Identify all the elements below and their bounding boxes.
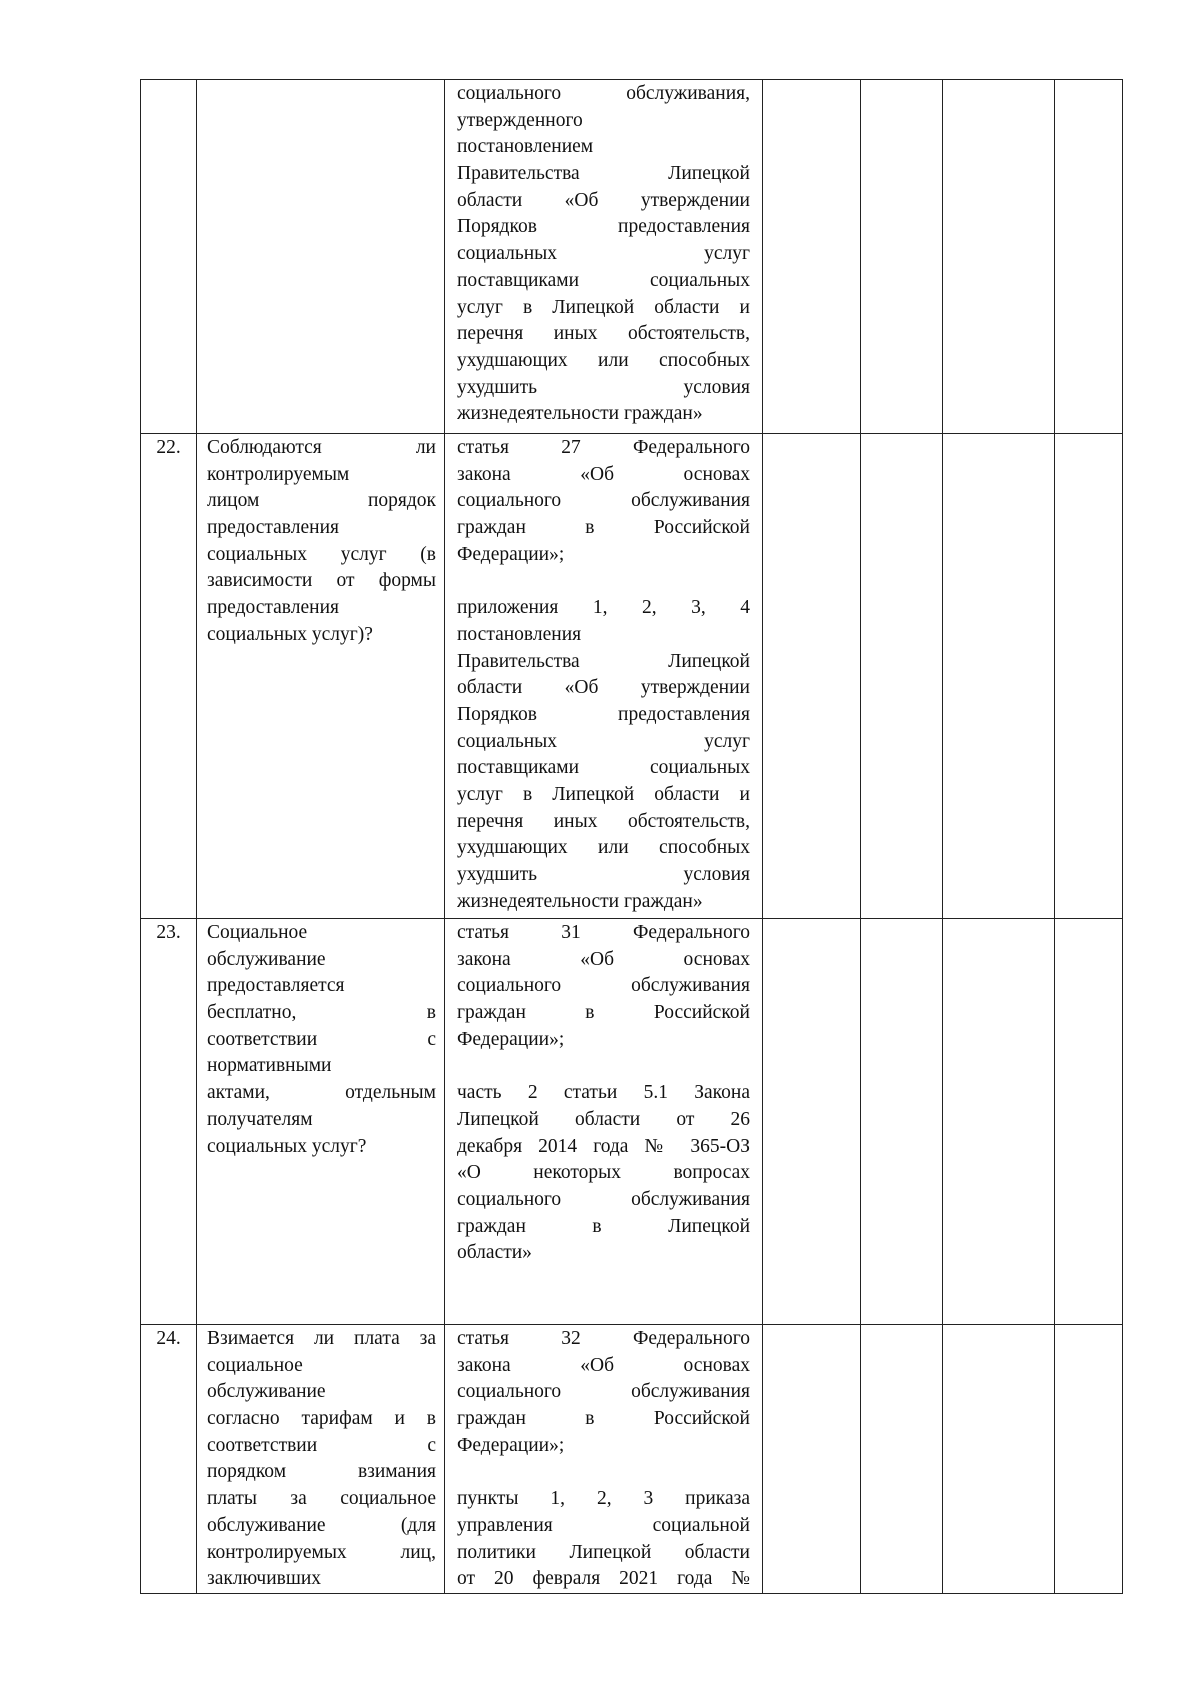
text-line: платы за социальное <box>207 1488 436 1510</box>
text-line: согласно тарифам и в <box>207 1408 436 1430</box>
text-line: Правительства Липецкой <box>457 163 750 185</box>
text-line: предоставления <box>207 517 339 539</box>
text-line: социального обслуживания <box>457 1381 750 1403</box>
text-line: Липецкой области от 26 <box>457 1108 750 1130</box>
text-line: Правительства Липецкой <box>457 650 750 672</box>
row-number-cell: 24. <box>141 1325 197 1594</box>
text-line: области «Об утверждении <box>457 677 750 699</box>
text-line: социальных услуг (в <box>207 543 436 565</box>
legal-basis-cell <box>445 1325 763 1594</box>
text-line: закона «Об основах <box>457 948 750 970</box>
text-line: контролируемым <box>207 463 350 485</box>
answer-yes-cell <box>763 919 861 1325</box>
text-line: граждан в Российской <box>457 517 750 539</box>
not-applicable-cell <box>943 434 1055 919</box>
text-line: управления социальной <box>457 1514 750 1536</box>
text-line: услуг в Липецкой области и <box>457 783 750 805</box>
text-line: предоставления <box>207 597 339 619</box>
text-line: области» <box>457 1242 532 1264</box>
text-line: ухудшающих или способных <box>457 349 750 371</box>
table-row <box>141 919 1123 1325</box>
note-cell <box>1055 919 1123 1325</box>
answer-no-cell <box>861 434 943 919</box>
question-cell <box>197 919 445 1325</box>
answer-no-cell <box>861 919 943 1325</box>
text-line: жизнедеятельности граждан» <box>457 403 703 425</box>
text-line: постановлением <box>457 136 594 158</box>
text-line: часть 2 статьи 5.1 Закона <box>457 1082 750 1104</box>
text-line: нормативными <box>207 1055 332 1077</box>
text-line: поставщиками социальных <box>457 757 750 779</box>
not-applicable-cell <box>943 80 1055 434</box>
text-line: актами, отдельным <box>207 1082 436 1104</box>
not-applicable-cell <box>943 919 1055 1325</box>
note-cell <box>1055 434 1123 919</box>
text-line: Федерации»; <box>457 543 565 565</box>
text-line: социального обслуживания, <box>457 83 750 104</box>
text-line: закона «Об основах <box>457 463 750 485</box>
text-line: утвержденного <box>457 109 583 131</box>
text-line: от 20 февраля 2021 года № <box>457 1568 750 1590</box>
text-line: Порядков предоставления <box>457 216 750 238</box>
answer-yes-cell <box>763 1325 861 1594</box>
text-line: граждан в Российской <box>457 1002 750 1024</box>
question-cell <box>197 1325 445 1594</box>
text-line: обслуживание <box>207 1381 326 1403</box>
text-line: приложения 1, 2, 3, 4 <box>457 597 750 619</box>
text-line: порядком взимания <box>207 1461 436 1483</box>
text-line: обслуживание (для <box>207 1514 436 1536</box>
text-line: Порядков предоставления <box>457 703 750 725</box>
text-line: социального обслуживания <box>457 1188 750 1210</box>
text-line: поставщиками социальных <box>457 269 750 291</box>
text-line: социальных услуг)? <box>207 623 373 645</box>
text-line: зависимости от формы <box>207 570 436 592</box>
text-line: перечня иных обстоятельств, <box>457 323 750 345</box>
paragraph-gap <box>457 1459 750 1486</box>
text-line: статья 31 Федерального <box>457 922 750 943</box>
text-line: ухудшить условия <box>457 376 750 398</box>
text-line: социальных услуг? <box>207 1135 367 1157</box>
text-line: социальное <box>207 1354 303 1376</box>
text-line: Федерации»; <box>457 1028 565 1050</box>
text-line: социального обслуживания <box>457 490 750 512</box>
text-line: соответствии с <box>207 1028 436 1050</box>
table-row <box>141 434 1123 919</box>
answer-yes-cell <box>763 434 861 919</box>
text-line: социального обслуживания <box>457 975 750 997</box>
text-line: граждан в Российской <box>457 1408 750 1430</box>
question-cell <box>197 434 445 919</box>
legal-basis-cell <box>445 919 763 1325</box>
text-line: ухудшить условия <box>457 864 750 885</box>
not-applicable-cell <box>943 1325 1055 1594</box>
text-line: жизнедеятельности граждан» <box>457 890 703 912</box>
text-line: ухудшающих или способных <box>457 837 750 859</box>
answer-yes-cell <box>763 80 861 434</box>
text-line: заключивших <box>207 1568 322 1590</box>
table-row <box>141 80 1123 434</box>
text-line: Соблюдаются ли <box>207 437 436 458</box>
paragraph-gap <box>457 1053 750 1080</box>
text-line: закона «Об основах <box>457 1354 750 1376</box>
answer-no-cell <box>861 80 943 434</box>
legal-basis-cell <box>445 80 763 434</box>
text-line: граждан в Липецкой <box>457 1215 750 1237</box>
legal-basis-cell <box>445 434 763 919</box>
text-line: Взимается ли плата за <box>207 1328 436 1349</box>
text-line: «О некоторых вопросах <box>457 1162 750 1184</box>
text-line: бесплатно, в <box>207 1002 436 1024</box>
question-cell <box>197 80 445 434</box>
text-line: постановления <box>457 623 582 645</box>
answer-no-cell <box>861 1325 943 1594</box>
table-row <box>141 1325 1123 1594</box>
row-number-cell <box>141 80 197 434</box>
row-number-cell: 22. <box>141 434 197 919</box>
text-line: области «Об утверждении <box>457 189 750 211</box>
paragraph-gap <box>457 568 750 595</box>
text-line: Федерации»; <box>457 1434 565 1456</box>
note-cell <box>1055 80 1123 434</box>
text-line: социальных услуг <box>457 730 750 752</box>
text-line: контролируемых лиц, <box>207 1541 436 1563</box>
text-line: статья 27 Федерального <box>457 437 750 458</box>
text-line: предоставляется <box>207 975 345 997</box>
text-line: пункты 1, 2, 3 приказа <box>457 1488 750 1510</box>
text-line: лицом порядок <box>207 490 436 512</box>
text-line: декабря 2014 года № 365-ОЗ <box>457 1135 750 1157</box>
row-number-cell: 23. <box>141 919 197 1325</box>
text-line: статья 32 Федерального <box>457 1328 750 1349</box>
text-line: социальных услуг <box>457 243 750 265</box>
text-line: Социальное <box>207 922 308 943</box>
text-line: получателям <box>207 1108 313 1130</box>
text-line: обслуживание <box>207 948 326 970</box>
checklist-table <box>140 79 1123 1594</box>
text-line: соответствии с <box>207 1434 436 1456</box>
text-line: перечня иных обстоятельств, <box>457 810 750 832</box>
text-line: услуг в Липецкой области и <box>457 296 750 318</box>
text-line: политики Липецкой области <box>457 1541 750 1563</box>
note-cell <box>1055 1325 1123 1594</box>
